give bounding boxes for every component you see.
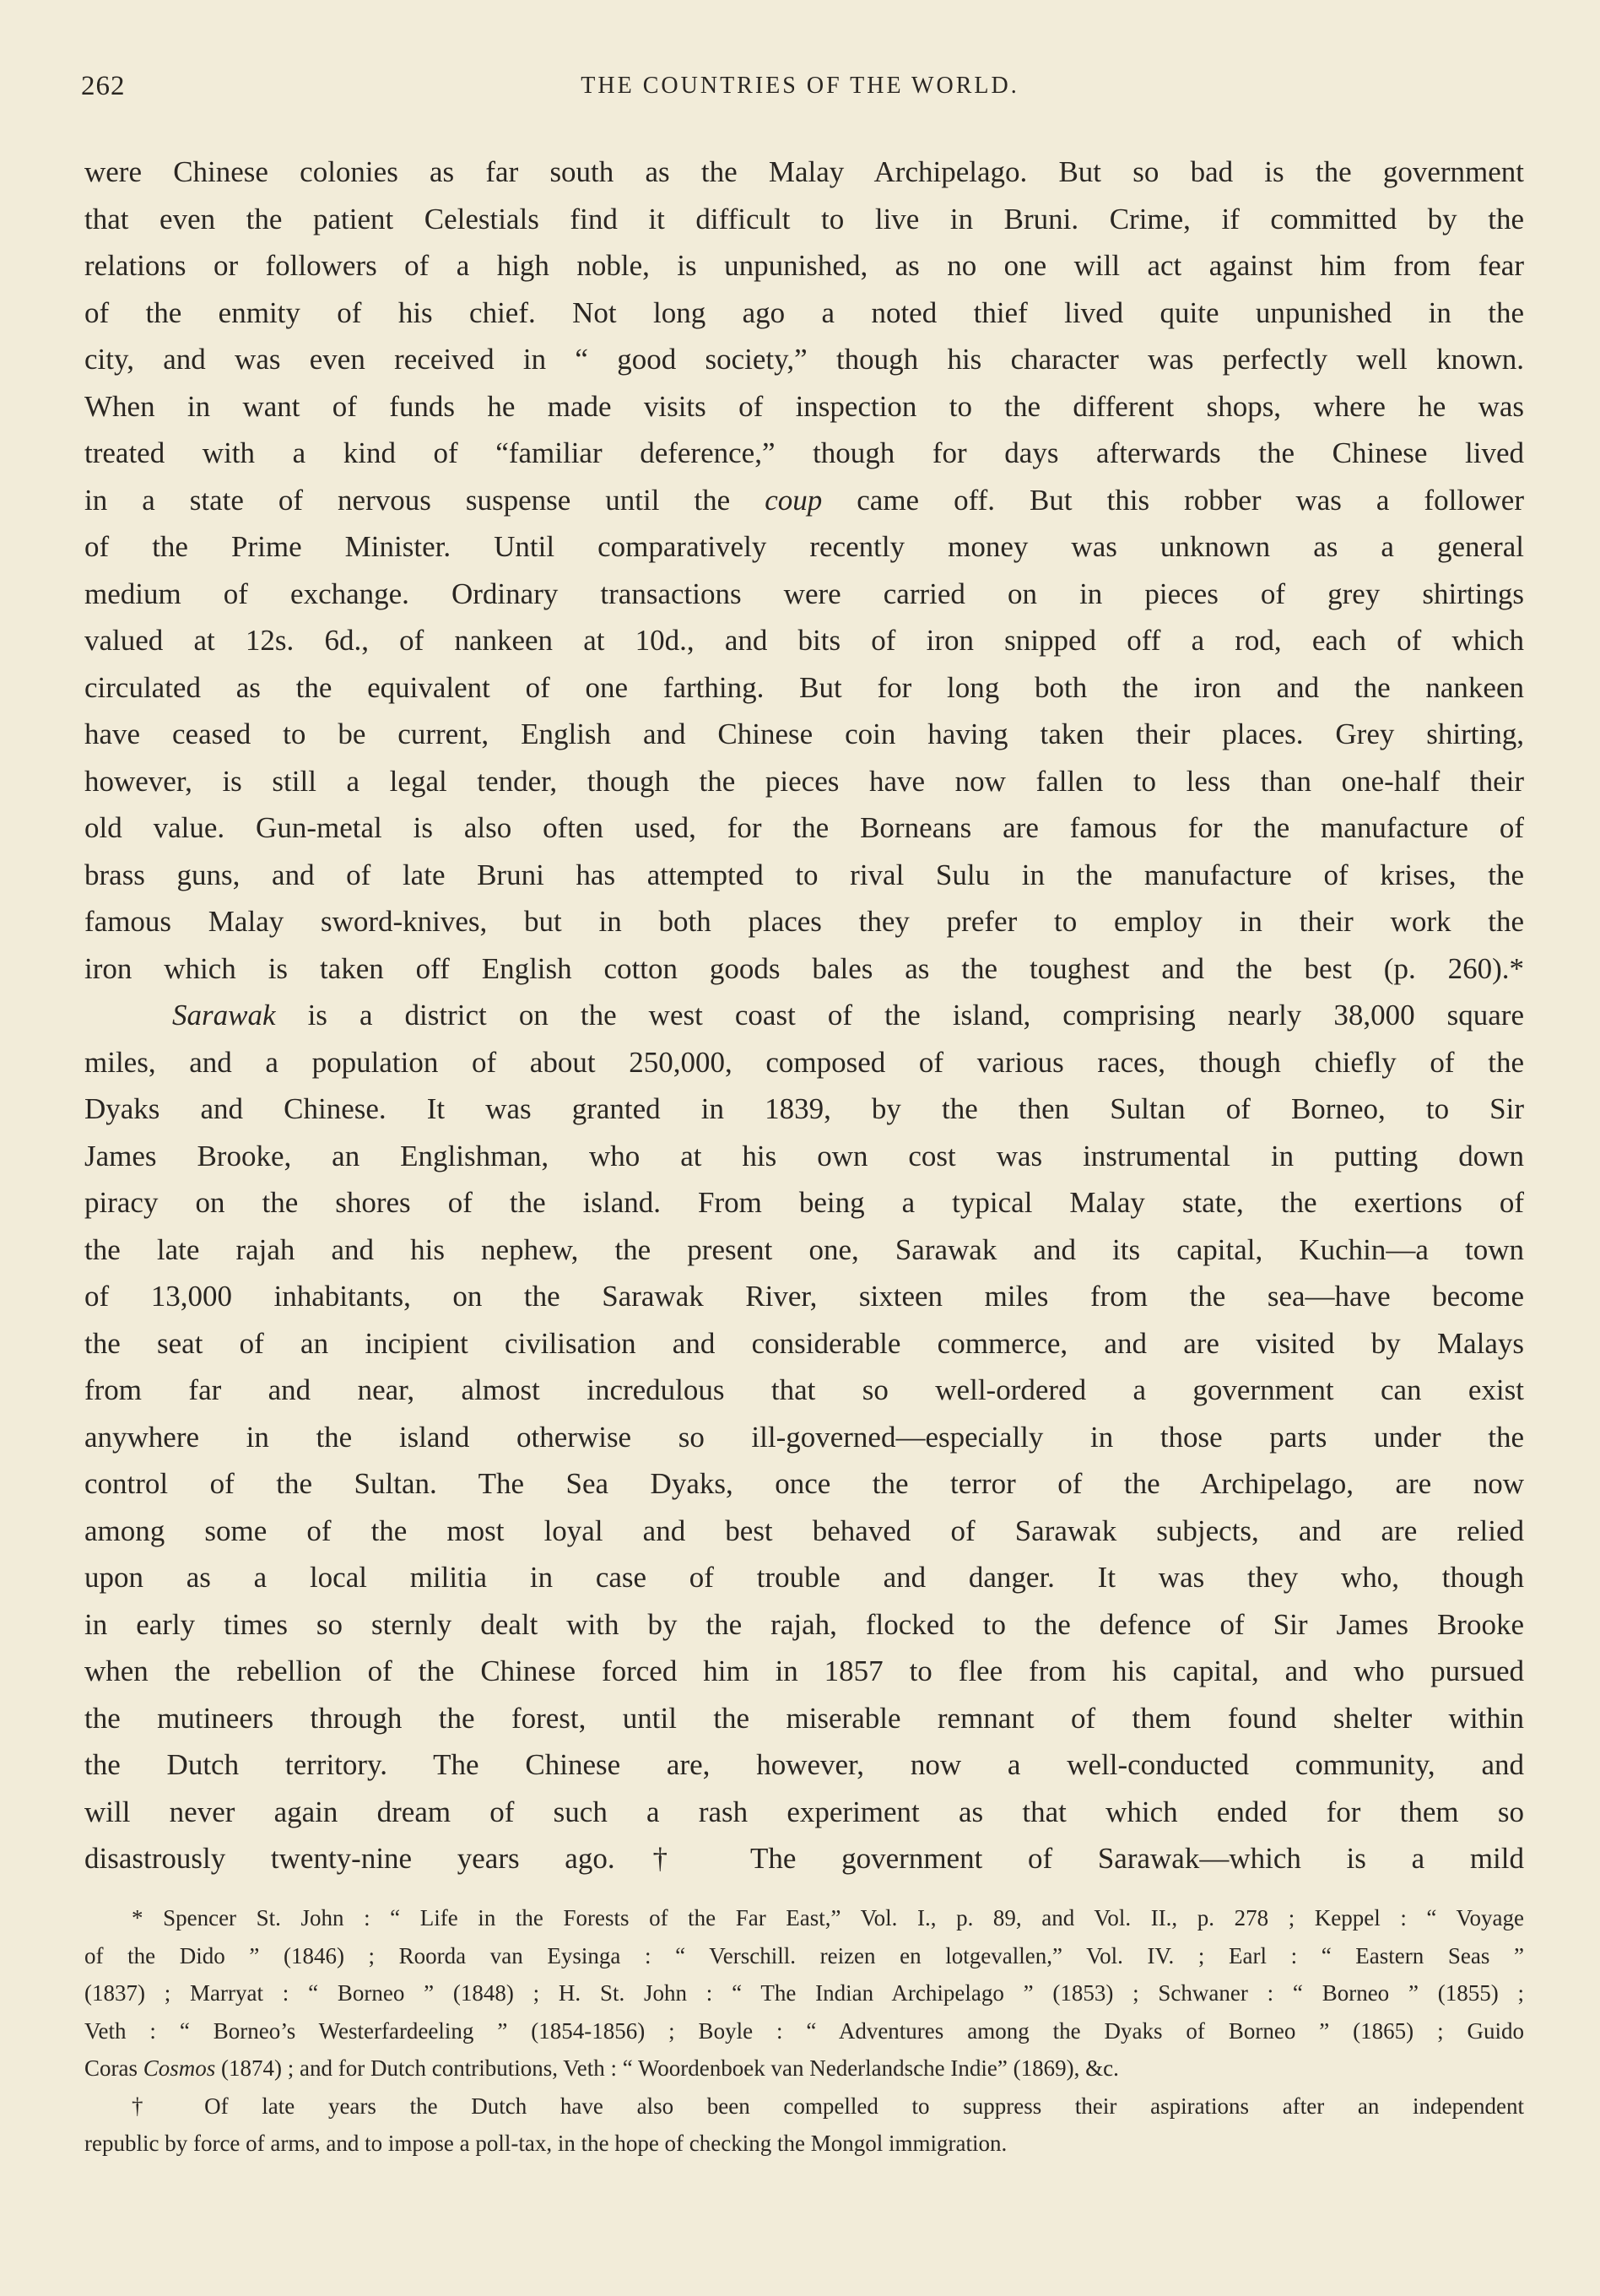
text-line: When in want of funds he made visits of inspection to the different shops, where he was <box>84 389 1524 423</box>
footnote-line: republic by force of arms, and to impose a poll-tax, in the hope of checking the Mongol immigration. <box>84 2131 1008 2156</box>
text-line: control of the Sultan. The Sea Dyaks, once the terror of the Archipelago, are now <box>84 1467 1524 1500</box>
body-text <box>84 149 1524 1882</box>
text-line: old value. Gun-metal is also often used, for the Borneans are famous for the manufacture of <box>84 811 1524 844</box>
footnotes <box>84 1899 1524 2163</box>
text-line: brass guns, and of late Bruni has attempted to rival Sulu in the manufacture of krises, the <box>84 858 1524 891</box>
text-line <box>84 477 1524 524</box>
text-line: relations or followers of a high noble, is unpunished, as no one will act against him from fear <box>84 249 1524 282</box>
text-line: circulated as the equivalent of one farthing. But for long both the iron and the nankeen <box>84 670 1524 704</box>
text-line: were Chinese colonies as far south as the Malay Archipelago. But so bad is the government <box>84 155 1524 188</box>
page-header <box>81 71 1519 108</box>
page-number: 262 <box>81 71 126 101</box>
text-line: Dyaks and Chinese. It was granted in 1839, by the then Sultan of Borneo, to Sir <box>84 1092 1524 1125</box>
text-line: medium of exchange. Ordinary transactions were carried on in pieces of grey shirtings <box>84 577 1524 610</box>
text-line: the mutineers through the forest, until the miserable remnant of them found shelter within <box>84 1701 1524 1735</box>
italic-word: coup <box>765 483 823 517</box>
running-title: THE COUNTRIES OF THE WORLD. <box>581 73 1019 99</box>
footnote-line: † Of late years the Dutch have also been compelled to suppress their aspirations after an independent <box>132 2093 1524 2119</box>
text-line: from far and near, almost incredulous that so well-ordered a government can exist <box>84 1373 1524 1406</box>
italic-word: Cosmos <box>143 2055 216 2081</box>
text-line: treated with a kind of “familiar deference,” though for days afterwards the Chinese lived <box>84 436 1524 469</box>
text-line: James Brooke, an Englishman, who at his own cost was instrumental in putting down <box>84 1139 1524 1172</box>
text-line: the late rajah and his nephew, the present one, Sarawak and its capital, Kuchin—a town <box>84 1232 1524 1266</box>
text-line: valued at 12s. 6d., of nankeen at 10d., and bits of iron snipped off a rod, each of which <box>84 624 1524 657</box>
text-line: disastrously twenty-nine years ago.† The government of Sarawak—which is a mild <box>84 1842 1524 1875</box>
italic-word: Sarawak <box>172 999 276 1032</box>
paragraph-start-line <box>84 992 1524 1039</box>
footnote-line: * Spencer St. John : “ Life in the Forests of the Far East,” Vol. I., p. 89, and Vol. II., p. 278 ; Keppel : “ Voyage <box>132 1905 1524 1930</box>
footnote-line: (1837) ; Marryat : “ Borneo ” (1848) ; H. St. John : “ The Indian Archipelago ” (1853) ; Schwaner : “ Borneo ” (1855) ; <box>84 1980 1524 2006</box>
text-line: will never again dream of such a rash experiment as that which ended for them so <box>84 1795 1524 1828</box>
text-line: in early times so sternly dealt with by the rajah, flocked to the defence of Sir James Brooke <box>84 1607 1524 1641</box>
text-line: upon as a local militia in case of trouble and danger. It was they who, though <box>84 1561 1524 1594</box>
text-line: the Dutch territory. The Chinese are, however, now a well-conducted community, and <box>84 1748 1524 1781</box>
text-line: the seat of an incipient civilisation and considerable commerce, and are visited by Malays <box>84 1326 1524 1360</box>
text-segment: (1874) ; and for Dutch contributions, Veth : “ Woordenboek van Nederlandsche Indie” (1869), &c. <box>221 2055 1119 2081</box>
text-line: of the Prime Minister. Until comparatively recently money was unknown as a general <box>84 530 1524 563</box>
text-segment: in a state of nervous suspense until the <box>84 483 731 517</box>
text-line: when the rebellion of the Chinese forced him in 1857 to flee from his capital, and who pursued <box>84 1654 1524 1687</box>
text-line: city, and was even received in “ good society,” though his character was perfectly well known. <box>84 343 1524 376</box>
text-segment: Coras <box>84 2055 138 2081</box>
text-line: anywhere in the island otherwise so ill-governed—especially in those parts under the <box>84 1420 1524 1454</box>
footnote-line: of the Dido ” (1846) ; Roorda van Eysinga : “ Verschill. reizen en lotgevallen,” Vol. IV. ; Earl : “ Eastern Seas ” <box>84 1942 1524 1968</box>
footnote-line <box>84 2050 1524 2088</box>
text-line: among some of the most loyal and best behaved of Sarawak subjects, and are relied <box>84 1514 1524 1547</box>
text-line: of 13,000 inhabitants, on the Sarawak River, sixteen miles from the sea—have become <box>84 1280 1524 1313</box>
text-line: however, is still a legal tender, though the pieces have now fallen to less than one-half their <box>84 764 1524 798</box>
text-line: famous Malay sword-knives, but in both places they prefer to employ in their work the <box>84 905 1524 938</box>
text-line: miles, and a population of about 250,000, composed of various races, though chiefly of the <box>84 1045 1524 1079</box>
footnote-line: Veth : “ Borneo’s Westerfardeeling ” (1854-1856) ; Boyle : “ Adventures among the Dyaks of Borneo ” (1865) ; Guido <box>84 2017 1524 2044</box>
text-line: of the enmity of his chief. Not long ago a noted thief lived quite unpunished in the <box>84 295 1524 329</box>
text-segment: is a district on the west coast of the island, comprising nearly 38,000 square <box>307 999 1524 1032</box>
text-segment: came off. But this robber was a follower <box>857 483 1524 517</box>
text-line: piracy on the shores of the island. From being a typical Malay state, the exertions of <box>84 1186 1524 1219</box>
text-line: have ceased to be current, English and Chinese coin having taken their places. Grey shirting, <box>84 718 1524 750</box>
text-line: iron which is taken off English cotton goods bales as the toughest and the best (p. 260).* <box>84 951 1524 985</box>
text-line: that even the patient Celestials find it difficult to live in Bruni. Crime, if committed by the <box>84 202 1524 236</box>
